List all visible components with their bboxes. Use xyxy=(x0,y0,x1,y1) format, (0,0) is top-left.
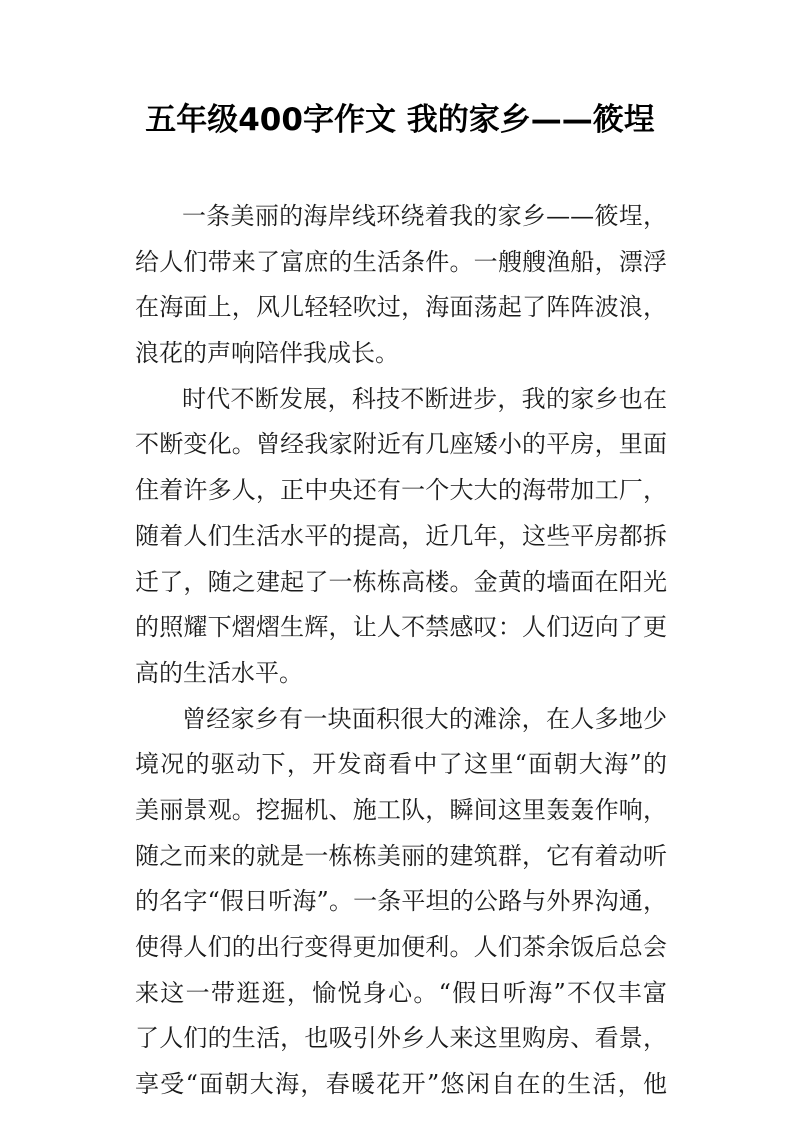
text-line: 随着人们生活水平的提高，近几年，这些平房都拆 xyxy=(135,521,667,550)
text-line: 一条美丽的海岸线环绕着我的家乡——筱埕， xyxy=(182,202,667,230)
text-line: 的照耀下熠熠生辉，让人不禁感叹：人们迈向了更 xyxy=(135,613,667,642)
text-line: 了人们的生活，也吸引外乡人来这里购房、看景， xyxy=(135,1024,667,1053)
text-line: 浪花的声响陪伴我成长。 xyxy=(135,339,399,368)
text-line: 随之而来的就是一栋栋美丽的建筑群，它有着动听 xyxy=(135,841,667,870)
text-line: 使得人们的出行变得更加便利。人们茶余饭后总会 xyxy=(135,933,667,961)
text-line: 给人们带来了富庶的生活条件。一艘艘渔船，漂浮 xyxy=(135,247,667,276)
text-line: 境况的驱动下，开发商看中了这里“面朝大海”的 xyxy=(135,750,667,779)
text-line: 享受“面朝大海，春暖花开”悠闲自在的生活，他 xyxy=(135,1070,667,1099)
text-line: 的名字“假日听海”。一条平坦的公路与外界沟通， xyxy=(135,887,667,916)
text-line: 在海面上，风儿轻轻吹过，海面荡起了阵阵波浪， xyxy=(135,293,667,322)
text-line: 曾经家乡有一块面积很大的滩涂，在人多地少 xyxy=(182,704,667,733)
text-line: 迁了，随之建起了一栋栋高楼。金黄的墙面在阳光 xyxy=(135,567,667,596)
paragraph-1 xyxy=(135,194,667,377)
document-body xyxy=(135,194,667,1108)
document-title: 五年级400字作文 我的家乡——筱埕 xyxy=(145,102,655,138)
text-line: 高的生活水平。 xyxy=(135,658,303,687)
paragraph-3 xyxy=(135,697,667,1108)
text-line: 住着许多人，正中央还有一个大大的海带加工厂， xyxy=(135,476,667,505)
paragraph-2 xyxy=(135,377,667,697)
text-line: 来这一带逛逛，愉悦身心。“假日听海”不仅丰富 xyxy=(135,978,667,1007)
text-line: 美丽景观。挖掘机、施工队，瞬间这里轰轰作响， xyxy=(135,795,667,824)
text-line: 时代不断发展，科技不断进步，我的家乡也在 xyxy=(182,384,667,413)
text-line: 不断变化。曾经我家附近有几座矮小的平房，里面 xyxy=(135,430,667,459)
